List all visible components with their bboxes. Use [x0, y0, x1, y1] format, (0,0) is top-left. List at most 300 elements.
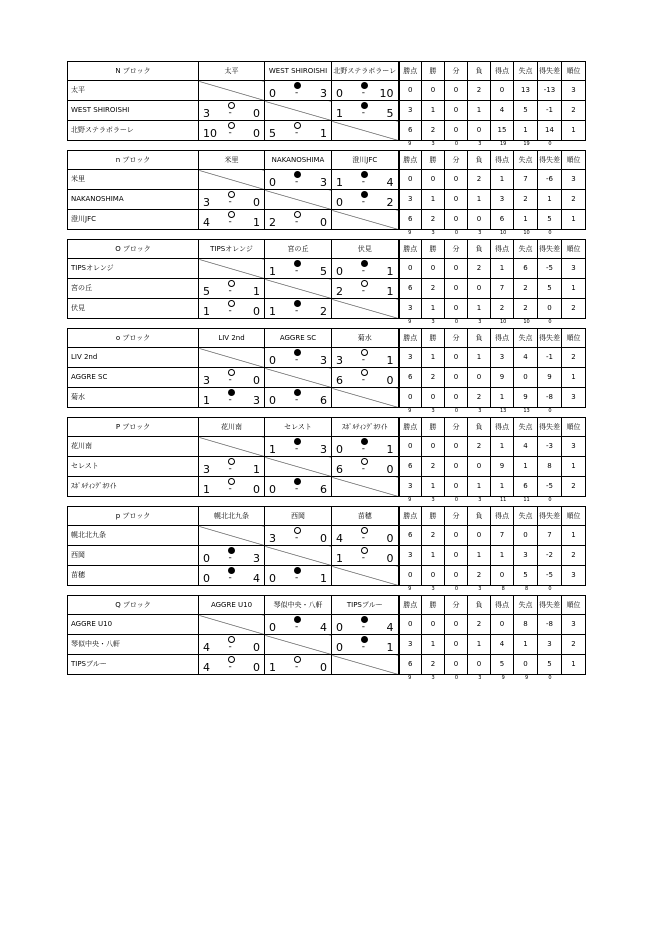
- match-result-cell: [265, 655, 332, 675]
- stat-goals-for: 5: [491, 655, 514, 675]
- stat-goal-diff: 5: [538, 655, 562, 675]
- stat-draws: 0: [445, 101, 468, 121]
- score-for: 1: [203, 483, 210, 496]
- stat-wins: 2: [422, 368, 445, 388]
- opponent-header: 澄川JFC: [332, 151, 399, 170]
- header-wins: 勝: [422, 62, 445, 81]
- totals-row: [398, 675, 585, 683]
- header-draws: 分: [445, 329, 468, 348]
- stat-win-pts: 6: [399, 210, 422, 230]
- stat-wins: 1: [422, 101, 445, 121]
- team-name: セレスト: [68, 457, 199, 477]
- score-against: 0: [386, 552, 394, 565]
- score-against: 0: [253, 196, 260, 209]
- opponent-header: 花川南: [199, 418, 265, 437]
- header-losses: 負: [468, 596, 491, 615]
- total-value: 0: [548, 586, 552, 592]
- score-separator: -: [228, 108, 232, 118]
- stat-goal-diff: 5: [538, 279, 562, 299]
- opponent-header: NAKANOSHIMA: [265, 151, 332, 170]
- match-result-cell: [332, 635, 399, 655]
- stat-wins: 1: [422, 299, 445, 319]
- stat-draws: 0: [445, 279, 468, 299]
- header-losses: 負: [468, 507, 491, 526]
- stat-goal-diff: -1: [538, 101, 562, 121]
- score-against: 5: [320, 265, 327, 278]
- stat-goals-for: 3: [491, 190, 514, 210]
- stat-goals-against: 2: [514, 299, 538, 319]
- score-for: 1: [336, 107, 343, 120]
- self-match-cell: [199, 170, 265, 190]
- match-result-cell: [199, 101, 265, 121]
- header-losses: 負: [468, 240, 491, 259]
- stat-rank: 3: [562, 615, 586, 635]
- stat-win-pts: 3: [399, 101, 422, 121]
- opponent-header: TIPSオレンジ: [199, 240, 265, 259]
- self-match-cell: [332, 655, 399, 675]
- score-for: 0: [269, 572, 276, 585]
- header-goals-against: 失点: [514, 151, 538, 170]
- stat-rank: 1: [562, 457, 586, 477]
- stat-draws: 0: [445, 121, 468, 141]
- stat-draws: 0: [445, 388, 468, 408]
- standings-table: [67, 150, 586, 230]
- stat-losses: 2: [468, 170, 491, 190]
- stat-rank: 3: [562, 437, 586, 457]
- stat-draws: 0: [445, 437, 468, 457]
- stat-goal-diff: -8: [538, 388, 562, 408]
- stat-losses: 0: [468, 526, 491, 546]
- stat-wins: 0: [422, 81, 445, 101]
- header-losses: 負: [468, 62, 491, 81]
- score-against: 0: [253, 374, 260, 387]
- header-goals-against: 失点: [514, 240, 538, 259]
- match-result-cell: [332, 259, 399, 279]
- stat-win-pts: 0: [399, 566, 422, 586]
- stat-losses: 1: [468, 477, 491, 497]
- stat-wins: 1: [422, 348, 445, 368]
- stat-win-pts: 3: [399, 635, 422, 655]
- self-match-cell: [265, 190, 332, 210]
- score-separator: -: [228, 553, 232, 563]
- score-separator: -: [361, 533, 365, 543]
- header-goal-diff: 得失差: [538, 507, 562, 526]
- score-against: 4: [386, 621, 394, 634]
- total-value: 11: [523, 497, 530, 503]
- league-block: [67, 150, 585, 236]
- match-result-cell: [265, 259, 332, 279]
- header-goal-diff: 得失差: [538, 418, 562, 437]
- score-for: 1: [203, 394, 210, 407]
- total-value: 3: [478, 675, 482, 681]
- match-result-cell: [199, 546, 265, 566]
- header-win-pts: 勝点: [399, 596, 422, 615]
- totals-row: [398, 230, 585, 238]
- score-separator: -: [361, 108, 365, 118]
- total-value: 8: [501, 586, 505, 592]
- stat-goal-diff: -5: [538, 477, 562, 497]
- team-name: AGGRE U10: [68, 615, 199, 635]
- header-wins: 勝: [422, 151, 445, 170]
- total-value: 0: [454, 675, 459, 681]
- score-for: 0: [336, 265, 343, 278]
- total-value: 13: [500, 408, 507, 414]
- score-separator: -: [361, 464, 365, 474]
- total-value: 3: [478, 408, 482, 414]
- total-value: 3: [478, 141, 482, 147]
- stat-losses: 1: [468, 299, 491, 319]
- match-result-cell: [199, 121, 265, 141]
- total-value: 9: [408, 141, 412, 147]
- score-for: 3: [203, 107, 210, 120]
- match-result-cell: [332, 615, 399, 635]
- stat-goals-against: 13: [514, 81, 538, 101]
- header-draws: 分: [445, 240, 468, 259]
- team-name: 米里: [68, 170, 199, 190]
- team-name: WEST SHIROISHI: [68, 101, 199, 121]
- stat-rank: 1: [562, 526, 586, 546]
- score-separator: -: [295, 395, 299, 405]
- score-for: 1: [269, 661, 276, 674]
- total-value: 8: [524, 586, 529, 592]
- stat-draws: 0: [445, 546, 468, 566]
- total-value: 19: [500, 141, 507, 147]
- match-result-cell: [332, 190, 399, 210]
- team-name: LIV 2nd: [68, 348, 199, 368]
- header-wins: 勝: [422, 418, 445, 437]
- totals-row: [398, 586, 585, 594]
- score-separator: -: [295, 128, 299, 138]
- score-against: 6: [320, 483, 327, 496]
- total-value: 0: [454, 319, 459, 325]
- stat-goals-against: 1: [514, 121, 538, 141]
- match-result-cell: [265, 210, 332, 230]
- stat-rank: 2: [562, 635, 586, 655]
- header-goal-diff: 得失差: [538, 329, 562, 348]
- stat-goal-diff: 0: [538, 299, 562, 319]
- block-title: Q ブロック: [68, 596, 199, 615]
- stat-rank: 2: [562, 546, 586, 566]
- score-for: 0: [269, 394, 276, 407]
- match-result-cell: [265, 170, 332, 190]
- match-result-cell: [332, 546, 399, 566]
- stat-rank: 2: [562, 477, 586, 497]
- score-against: 6: [320, 394, 327, 407]
- score-for: 4: [336, 532, 343, 545]
- total-value: 3: [431, 408, 435, 414]
- self-match-cell: [265, 368, 332, 388]
- stat-win-pts: 0: [399, 388, 422, 408]
- stat-rank: 2: [562, 101, 586, 121]
- total-value: 19: [523, 141, 530, 147]
- score-for: 3: [203, 463, 210, 476]
- match-result-cell: [199, 190, 265, 210]
- stat-win-pts: 0: [399, 81, 422, 101]
- self-match-cell: [265, 546, 332, 566]
- header-rank: 順位: [562, 329, 586, 348]
- header-win-pts: 勝点: [399, 507, 422, 526]
- team-name: 菊水: [68, 388, 199, 408]
- header-losses: 負: [468, 329, 491, 348]
- self-match-cell: [332, 477, 399, 497]
- totals-row: [398, 497, 585, 505]
- opponent-header: 琴似中央・八軒: [265, 596, 332, 615]
- block-title: O ブロック: [68, 240, 199, 259]
- stat-rank: 1: [562, 210, 586, 230]
- match-result-cell: [332, 526, 399, 546]
- stat-wins: 0: [422, 259, 445, 279]
- score-against: 0: [386, 532, 394, 545]
- score-separator: -: [361, 642, 365, 652]
- stat-draws: 0: [445, 615, 468, 635]
- score-separator: -: [228, 642, 232, 652]
- header-goals-for: 得点: [491, 507, 514, 526]
- stat-rank: 1: [562, 368, 586, 388]
- stat-draws: 0: [445, 210, 468, 230]
- score-for: 3: [269, 532, 276, 545]
- header-goals-for: 得点: [491, 240, 514, 259]
- self-match-cell: [265, 101, 332, 121]
- score-for: 10: [203, 127, 217, 140]
- stat-goal-diff: -1: [538, 348, 562, 368]
- score-separator: -: [228, 464, 232, 474]
- self-match-cell: [199, 81, 265, 101]
- team-name: ｽﾎﾟﾙﾃｨﾝｸﾞﾎﾜｲﾄ: [68, 477, 199, 497]
- header-wins: 勝: [422, 507, 445, 526]
- stat-draws: 0: [445, 477, 468, 497]
- total-value: 13: [523, 408, 530, 414]
- total-value: 9: [408, 319, 412, 325]
- match-result-cell: [332, 279, 399, 299]
- score-against: 2: [386, 196, 394, 209]
- stat-goals-against: 8: [514, 615, 538, 635]
- score-separator: -: [361, 553, 365, 563]
- total-value: 0: [548, 675, 552, 681]
- score-for: 1: [336, 552, 343, 565]
- header-rank: 順位: [562, 240, 586, 259]
- header-win-pts: 勝点: [399, 62, 422, 81]
- score-for: 0: [269, 621, 276, 634]
- stat-win-pts: 6: [399, 526, 422, 546]
- score-separator: -: [228, 573, 232, 583]
- opponent-header: LIV 2nd: [199, 329, 265, 348]
- score-against: 3: [253, 552, 260, 565]
- score-separator: -: [295, 444, 299, 454]
- match-result-cell: [332, 170, 399, 190]
- total-value: 0: [454, 586, 459, 592]
- score-separator: -: [228, 395, 232, 405]
- score-separator: -: [295, 217, 299, 227]
- score-separator: -: [295, 355, 299, 365]
- stat-win-pts: 0: [399, 170, 422, 190]
- stat-goal-diff: 8: [538, 457, 562, 477]
- total-value: 10: [500, 319, 507, 325]
- stat-goals-against: 5: [514, 566, 538, 586]
- score-against: 1: [253, 285, 260, 298]
- header-goal-diff: 得失差: [538, 240, 562, 259]
- score-separator: -: [361, 622, 365, 632]
- stat-goals-for: 6: [491, 210, 514, 230]
- total-value: 0: [548, 230, 552, 236]
- total-value: 9: [408, 408, 412, 414]
- standings-table: [67, 506, 586, 586]
- team-name: 宮の丘: [68, 279, 199, 299]
- self-match-cell: [265, 635, 332, 655]
- stat-goals-against: 2: [514, 190, 538, 210]
- stat-win-pts: 0: [399, 437, 422, 457]
- score-against: 1: [253, 463, 260, 476]
- header-goals-for: 得点: [491, 418, 514, 437]
- score-against: 0: [253, 483, 260, 496]
- stat-losses: 0: [468, 279, 491, 299]
- score-for: 0: [336, 87, 343, 100]
- stat-goals-against: 0: [514, 526, 538, 546]
- score-for: 0: [336, 621, 343, 634]
- header-rank: 順位: [562, 151, 586, 170]
- standings-table: [67, 417, 586, 497]
- self-match-cell: [332, 299, 399, 319]
- score-against: 3: [320, 87, 327, 100]
- header-goal-diff: 得失差: [538, 151, 562, 170]
- stat-win-pts: 6: [399, 121, 422, 141]
- stat-goals-against: 0: [514, 655, 538, 675]
- stat-draws: 0: [445, 81, 468, 101]
- match-result-cell: [199, 566, 265, 586]
- opponent-header: 伏見: [332, 240, 399, 259]
- score-against: 3: [253, 394, 260, 407]
- match-result-cell: [332, 348, 399, 368]
- match-result-cell: [199, 279, 265, 299]
- stat-losses: 1: [468, 635, 491, 655]
- stat-goals-for: 1: [491, 546, 514, 566]
- stat-goal-diff: -8: [538, 615, 562, 635]
- score-for: 0: [269, 354, 276, 367]
- stat-rank: 3: [562, 81, 586, 101]
- opponent-header: ｽﾎﾟﾙﾃｨﾝｸﾞﾎﾜｲﾄ: [332, 418, 399, 437]
- self-match-cell: [199, 259, 265, 279]
- stat-goal-diff: -2: [538, 546, 562, 566]
- team-name: 澄川JFC: [68, 210, 199, 230]
- score-for: 0: [203, 572, 210, 585]
- stat-losses: 2: [468, 81, 491, 101]
- standings-table: [67, 61, 586, 141]
- stat-goal-diff: -3: [538, 437, 562, 457]
- score-against: 0: [320, 661, 327, 674]
- total-value: 10: [523, 319, 530, 325]
- score-for: 0: [269, 87, 276, 100]
- header-goals-against: 失点: [514, 62, 538, 81]
- stat-goals-against: 5: [514, 101, 538, 121]
- opponent-header: TIPSブルー: [332, 596, 399, 615]
- stat-goals-for: 0: [491, 81, 514, 101]
- header-win-pts: 勝点: [399, 329, 422, 348]
- team-name: 苗穂: [68, 566, 199, 586]
- score-for: 6: [336, 463, 343, 476]
- score-against: 4: [320, 621, 327, 634]
- stat-rank: 1: [562, 279, 586, 299]
- score-against: 5: [386, 107, 394, 120]
- score-separator: -: [228, 128, 232, 138]
- self-match-cell: [332, 566, 399, 586]
- stat-wins: 0: [422, 615, 445, 635]
- stat-goals-against: 6: [514, 477, 538, 497]
- stat-goal-diff: 9: [538, 368, 562, 388]
- score-against: 0: [253, 107, 260, 120]
- opponent-header: 北野ステラボラーレ: [332, 62, 399, 81]
- score-separator: -: [361, 177, 365, 187]
- stat-wins: 0: [422, 388, 445, 408]
- total-value: 0: [548, 319, 552, 325]
- score-for: 5: [269, 127, 276, 140]
- league-block: [67, 506, 585, 592]
- score-for: 0: [269, 483, 276, 496]
- score-for: 0: [203, 552, 210, 565]
- score-against: 2: [320, 305, 327, 318]
- score-for: 1: [269, 265, 276, 278]
- score-against: 1: [386, 641, 394, 654]
- self-match-cell: [199, 526, 265, 546]
- stat-goals-for: 7: [491, 526, 514, 546]
- stat-goals-for: 9: [491, 457, 514, 477]
- stat-rank: 3: [562, 566, 586, 586]
- block-title: N ブロック: [68, 62, 199, 81]
- stat-losses: 2: [468, 566, 491, 586]
- score-for: 0: [336, 641, 343, 654]
- stat-goals-for: 0: [491, 566, 514, 586]
- match-result-cell: [265, 121, 332, 141]
- score-against: 1: [386, 285, 394, 298]
- score-against: 3: [320, 354, 327, 367]
- score-for: 0: [336, 443, 343, 456]
- opponent-header: セレスト: [265, 418, 332, 437]
- stat-losses: 0: [468, 655, 491, 675]
- stat-win-pts: 0: [399, 259, 422, 279]
- header-draws: 分: [445, 596, 468, 615]
- match-result-cell: [332, 101, 399, 121]
- stat-win-pts: 3: [399, 546, 422, 566]
- score-for: 1: [269, 305, 276, 318]
- stat-rank: 2: [562, 348, 586, 368]
- stat-draws: 0: [445, 259, 468, 279]
- score-separator: -: [228, 306, 232, 316]
- stat-losses: 2: [468, 615, 491, 635]
- score-against: 4: [253, 572, 260, 585]
- match-result-cell: [265, 388, 332, 408]
- total-value: 9: [408, 497, 412, 503]
- score-against: 1: [320, 572, 327, 585]
- stat-losses: 2: [468, 388, 491, 408]
- header-wins: 勝: [422, 240, 445, 259]
- score-separator: -: [228, 375, 232, 385]
- score-against: 0: [320, 216, 327, 229]
- score-separator: -: [228, 662, 232, 672]
- score-separator: -: [228, 484, 232, 494]
- header-wins: 勝: [422, 596, 445, 615]
- stat-win-pts: 3: [399, 190, 422, 210]
- total-value: 0: [454, 408, 459, 414]
- total-value: 0: [548, 141, 552, 147]
- standings-table: [67, 328, 586, 408]
- league-block: [67, 328, 585, 414]
- stat-goals-for: 4: [491, 635, 514, 655]
- match-result-cell: [265, 348, 332, 368]
- stat-draws: 0: [445, 368, 468, 388]
- stat-goals-for: 1: [491, 477, 514, 497]
- header-goal-diff: 得失差: [538, 62, 562, 81]
- stat-goals-against: 4: [514, 437, 538, 457]
- header-rank: 順位: [562, 507, 586, 526]
- score-separator: -: [295, 266, 299, 276]
